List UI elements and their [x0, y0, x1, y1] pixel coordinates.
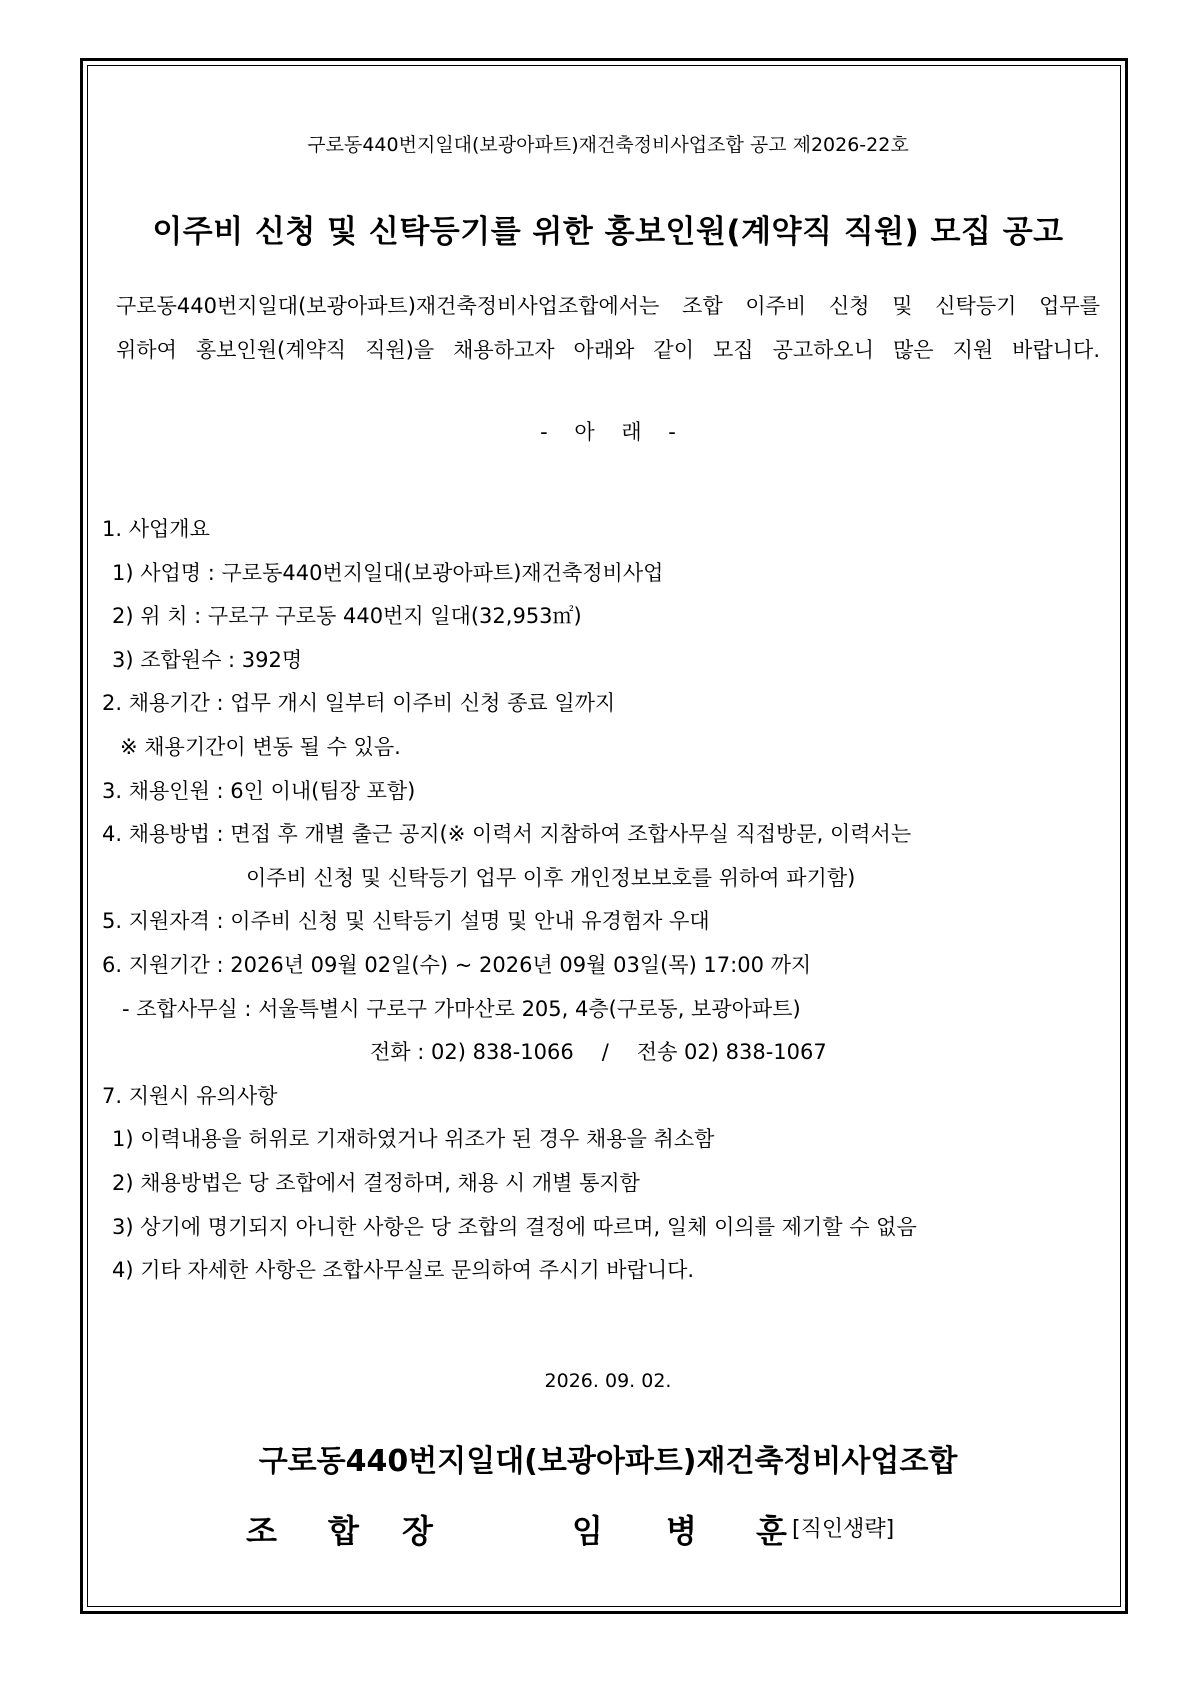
seal-omitted-note: [직인생략]	[792, 1517, 895, 1542]
document-border-inner	[87, 65, 1121, 1607]
section-2-note: ※ 채용기간이 변동 될 수 있음.	[120, 734, 401, 759]
section-1-heading: 1. 사업개요	[102, 517, 210, 541]
document-border-outer	[80, 58, 1128, 1614]
arae-heading: - 아 래 -	[540, 420, 676, 444]
organization-name: 구로동440번지일대(보광아파트)재건축정비사업조합	[258, 1444, 958, 1479]
section-7-item-2: 2) 채용방법은 당 조합에서 결정하며, 채용 시 개별 통지함	[112, 1170, 640, 1195]
section-7-item-1: 1) 이력내용을 허위로 기재하였거나 위조가 된 경우 채용을 취소함	[112, 1127, 715, 1152]
section-2-heading: 2. 채용기간 : 업무 개시 일부터 이주비 신청 종료 일까지	[102, 691, 616, 716]
contact-separator: /	[601, 1040, 609, 1065]
notice-number: 구로동440번지일대(보광아파트)재건축정비사업조합 공고 제2026-22호	[307, 134, 909, 156]
intro-line-2: 위하여 홍보인원(계약직 직원)을 채용하고자 아래와 같이 모집 공고하오니 많은 지원 바랍니다.	[116, 338, 1100, 362]
document-title: 이주비 신청 및 신탁등기를 위한 홍보인원(계약직 직원) 모집 공고	[152, 214, 1064, 250]
section-1-item-2: 2) 위 치 : 구로구 구로동 440번지 일대(32,953㎡)	[112, 604, 582, 629]
notice-date: 2026. 09. 02.	[544, 1370, 672, 1392]
section-1-item-1: 1) 사업명 : 구로동440번지일대(보광아파트)재건축정비사업	[112, 560, 664, 585]
section-6-office: - 조합사무실 : 서울특별시 구로구 가마산로 205, 4층(구로동, 보광아파트)	[122, 996, 801, 1021]
section-4-heading: 4. 채용방법 : 면접 후 개별 출근 공지(※ 이력서 지참하여 조합사무실 직접방문, 이력서는	[102, 822, 912, 847]
section-4-continuation: 이주비 신청 및 신탁등기 업무 이후 개인정보보호를 위하여 파기함)	[246, 865, 856, 890]
signer-title-char-1: 조	[246, 1512, 277, 1550]
signer-name-char-3: 훈	[756, 1512, 787, 1550]
section-3-heading: 3. 채용인원 : 6인 이내(팀장 포함)	[102, 778, 416, 803]
signer-name-char-2: 병	[666, 1512, 697, 1550]
fax-number: 전송 02) 838-1067	[636, 1040, 827, 1065]
signer-title-char-3: 장	[402, 1512, 433, 1550]
signer-title-char-2: 합	[328, 1512, 359, 1550]
section-7-item-3: 3) 상기에 명기되지 아니한 사항은 당 조합의 결정에 따르며, 일체 이의를 제기할 수 없음	[112, 1214, 917, 1239]
section-5-heading: 5. 지원자격 : 이주비 신청 및 신탁등기 설명 및 안내 유경험자 우대	[102, 909, 710, 934]
signer-name-char-1: 임	[572, 1512, 603, 1550]
section-1-item-3: 3) 조합원수 : 392명	[112, 647, 303, 672]
section-7-item-4: 4) 기타 자세한 사항은 조합사무실로 문의하여 주시기 바랍니다.	[112, 1258, 695, 1283]
section-6-contact	[102, 1031, 917, 1075]
intro-paragraph	[116, 284, 1100, 372]
intro-line-1: 구로동440번지일대(보광아파트)재건축정비사업조합에서는 조합 이주비 신청 및 신탁등기 업무를	[116, 294, 1100, 318]
section-6-heading: 6. 지원기간 : 2026년 09월 02일(수) ~ 2026년 09월 03일(목) 17:00 까지	[102, 952, 812, 977]
notice-details	[102, 508, 917, 1293]
section-7-heading: 7. 지원시 유의사항	[102, 1083, 278, 1108]
phone-number: 전화 : 02) 838-1066	[370, 1040, 574, 1065]
